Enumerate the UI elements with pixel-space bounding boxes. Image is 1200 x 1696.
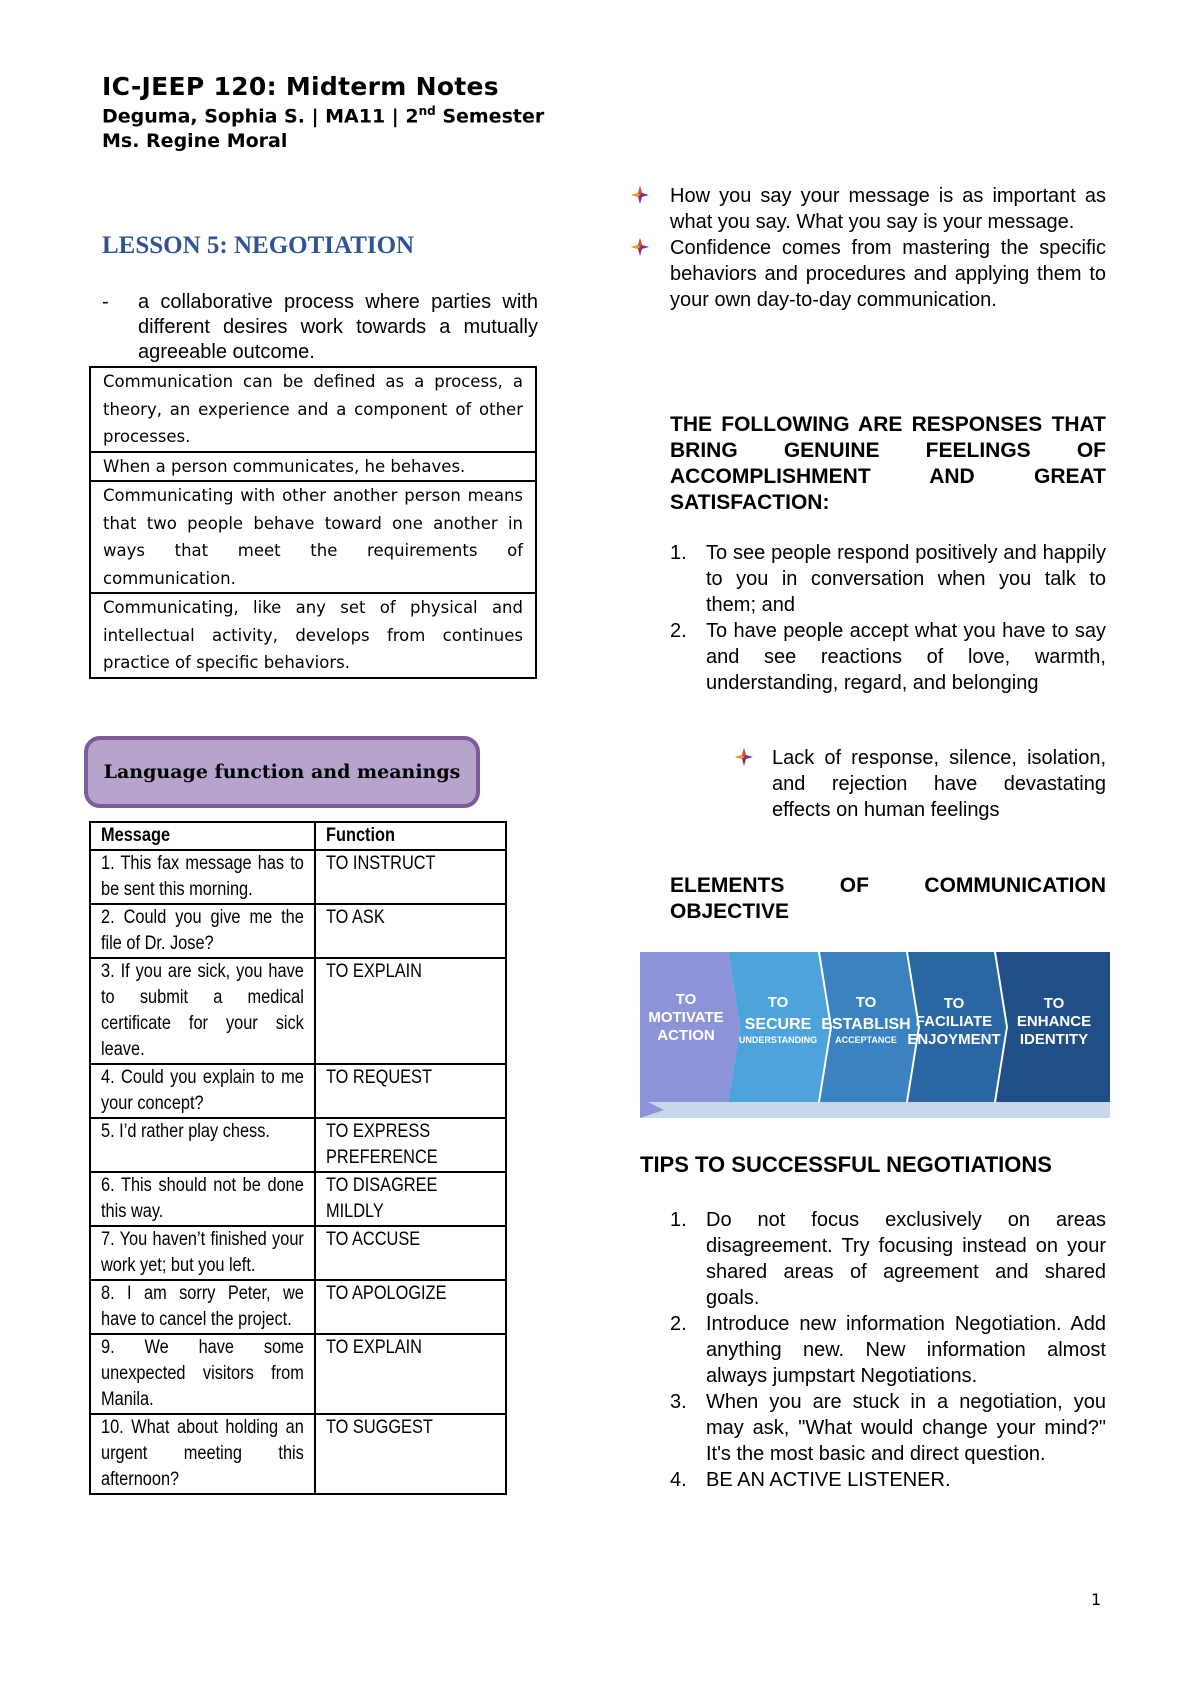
table-row [90, 1280, 506, 1334]
four-pointed-star-bullet-icon [630, 237, 650, 257]
message-column-header: Message [90, 822, 315, 850]
ribbon-label: TO [855, 994, 877, 1011]
list-item: Lack of response, silence, isolation, and rejection have devastating effects on human feelings [772, 745, 1106, 823]
function-cell: TO EXPLAIN [315, 1334, 506, 1414]
ribbon-label: ENJOYMENT [907, 1031, 1001, 1048]
language-function-title-box: Language function and meanings [84, 736, 480, 808]
tips-list [670, 1207, 1106, 1493]
communication-objective-ribbon [640, 952, 1110, 1118]
table-row [90, 1334, 506, 1414]
message-cell: 9. We have some unexpected visitors from Manila. [90, 1334, 315, 1414]
table-row [90, 1226, 506, 1280]
list-item: 2. Introduce new information Negotiation. Add anything new. New information almost always jumpstart Negotiations. [670, 1313, 1106, 1387]
list-item: How you say your message is as important as what you say. What you say is your message. [670, 183, 1106, 235]
table-row: When a person communicates, he behaves. [90, 452, 536, 482]
ribbon-label: TO [1043, 995, 1065, 1012]
table-row: Communicating, like any set of physical and intellectual activity, develops from continues practice of specific behaviors. [90, 593, 536, 678]
document-title: IC-JEEP 120: Midterm Notes [102, 72, 499, 101]
ribbon-base-strip [640, 1102, 1110, 1118]
author-line: Deguma, Sophia S. | MA11 | 2nd Semester [102, 104, 545, 128]
function-cell: TO INSTRUCT [315, 850, 506, 904]
language-function-table [89, 821, 507, 1495]
four-pointed-star-bullet-icon [630, 185, 650, 205]
function-cell: TO ACCUSE [315, 1226, 506, 1280]
ribbon-label: TO [675, 991, 697, 1008]
list-item: 3. When you are stuck in a negotiation, you may ask, "What would change your mind?" It's the most basic and direct question. [670, 1391, 1106, 1465]
ribbon-label: MOTIVATE [648, 1009, 724, 1026]
ribbon-label: ACCEPTANCE [835, 1035, 897, 1045]
function-cell: TO DISAGREE MILDLY [315, 1172, 506, 1226]
lack-bullet [772, 745, 1106, 823]
ribbon-label: ENHANCE [1016, 1013, 1092, 1030]
table-row [90, 850, 506, 904]
elements-heading: ELEMENTS OF COMMUNICATION OBJECTIVE [670, 874, 1106, 923]
lesson-definition: - a collaborative process where parties with different desires work towards a mutually agreeable outcome. [102, 291, 538, 363]
function-cell: TO APOLOGIZE [315, 1280, 506, 1334]
function-cell: TO ASK [315, 904, 506, 958]
message-cell: 10. What about holding an urgent meeting this afternoon? [90, 1414, 315, 1494]
table-row [90, 1118, 506, 1172]
table-row [90, 1064, 506, 1118]
message-cell: 5. I’d rather play chess. [90, 1118, 315, 1172]
message-cell: 3. If you are sick, you have to submit a medical certificate for your sick leave. [90, 958, 315, 1064]
list-item: Confidence comes from mastering the specific behaviors and procedures and applying them to your own day-to-day communication. [670, 235, 1106, 313]
tips-heading: TIPS TO SUCCESSFUL NEGOTIATIONS [640, 1152, 1052, 1177]
teacher-line: Ms. Regine Moral [102, 130, 288, 152]
four-pointed-star-bullet-icon [734, 747, 754, 767]
ribbon-label: ACTION [657, 1027, 715, 1044]
ribbon-label: TO [767, 994, 789, 1011]
message-cell: 8. I am sorry Peter, we have to cancel the project. [90, 1280, 315, 1334]
top-bullets [670, 183, 1106, 313]
communication-table [89, 366, 537, 679]
message-cell: 2. Could you give me the file of Dr. Jose? [90, 904, 315, 958]
list-item: 1. To see people respond positively and happily to you in conversation when you talk to them; and [670, 542, 1106, 616]
table-header-row [90, 822, 506, 850]
table-row [90, 1172, 506, 1226]
function-cell: TO SUGGEST [315, 1414, 506, 1494]
ribbon-label: ESTABLISH [821, 1016, 911, 1033]
message-cell: 1. This fax message has to be sent this morning. [90, 850, 315, 904]
function-column-header: Function [315, 822, 506, 850]
list-item: 1. Do not focus exclusively on areas disagreement. Try focusing instead on your shared areas of agreement and shared goals. [670, 1209, 1106, 1309]
message-cell: 4. Could you explain to me your concept? [90, 1064, 315, 1118]
responses-list [670, 540, 1106, 696]
lesson-title: LESSON 5: NEGOTIATION [102, 232, 415, 259]
list-item: 4. BE AN ACTIVE LISTENER. [670, 1469, 951, 1491]
table-row: Communication can be defined as a process, a theory, an experience and a component of other processes. [90, 367, 536, 452]
page-number: 1 [1091, 1590, 1102, 1609]
table-row [90, 1414, 506, 1494]
ribbon-label: SECURE [744, 1016, 812, 1033]
function-cell: TO REQUEST [315, 1064, 506, 1118]
ribbon-label: FACILIATE [915, 1013, 993, 1030]
table-row [90, 958, 506, 1064]
message-cell: 7. You haven’t finished your work yet; but you left. [90, 1226, 315, 1280]
list-item: 2. To have people accept what you have to say and see reactions of love, warmth, understanding, regard, and belonging [670, 620, 1106, 694]
responses-heading: THE FOLLOWING ARE RESPONSES THAT BRING GENUINE FEELINGS OF ACCOMPLISHMENT AND GREAT SATISFACTION: [670, 413, 1106, 514]
ribbon-label: UNDERSTANDING [738, 1035, 818, 1045]
function-cell: TO EXPLAIN [315, 958, 506, 1064]
table-row: Communicating with other another person means that two people behave toward one another in ways that meet the requirements of communication. [90, 481, 536, 593]
ribbon-label: IDENTITY [1019, 1031, 1089, 1048]
ribbon-label: TO [943, 995, 965, 1012]
message-cell: 6. This should not be done this way. [90, 1172, 315, 1226]
table-row [90, 904, 506, 958]
function-cell: TO EXPRESS PREFERENCE [315, 1118, 506, 1172]
